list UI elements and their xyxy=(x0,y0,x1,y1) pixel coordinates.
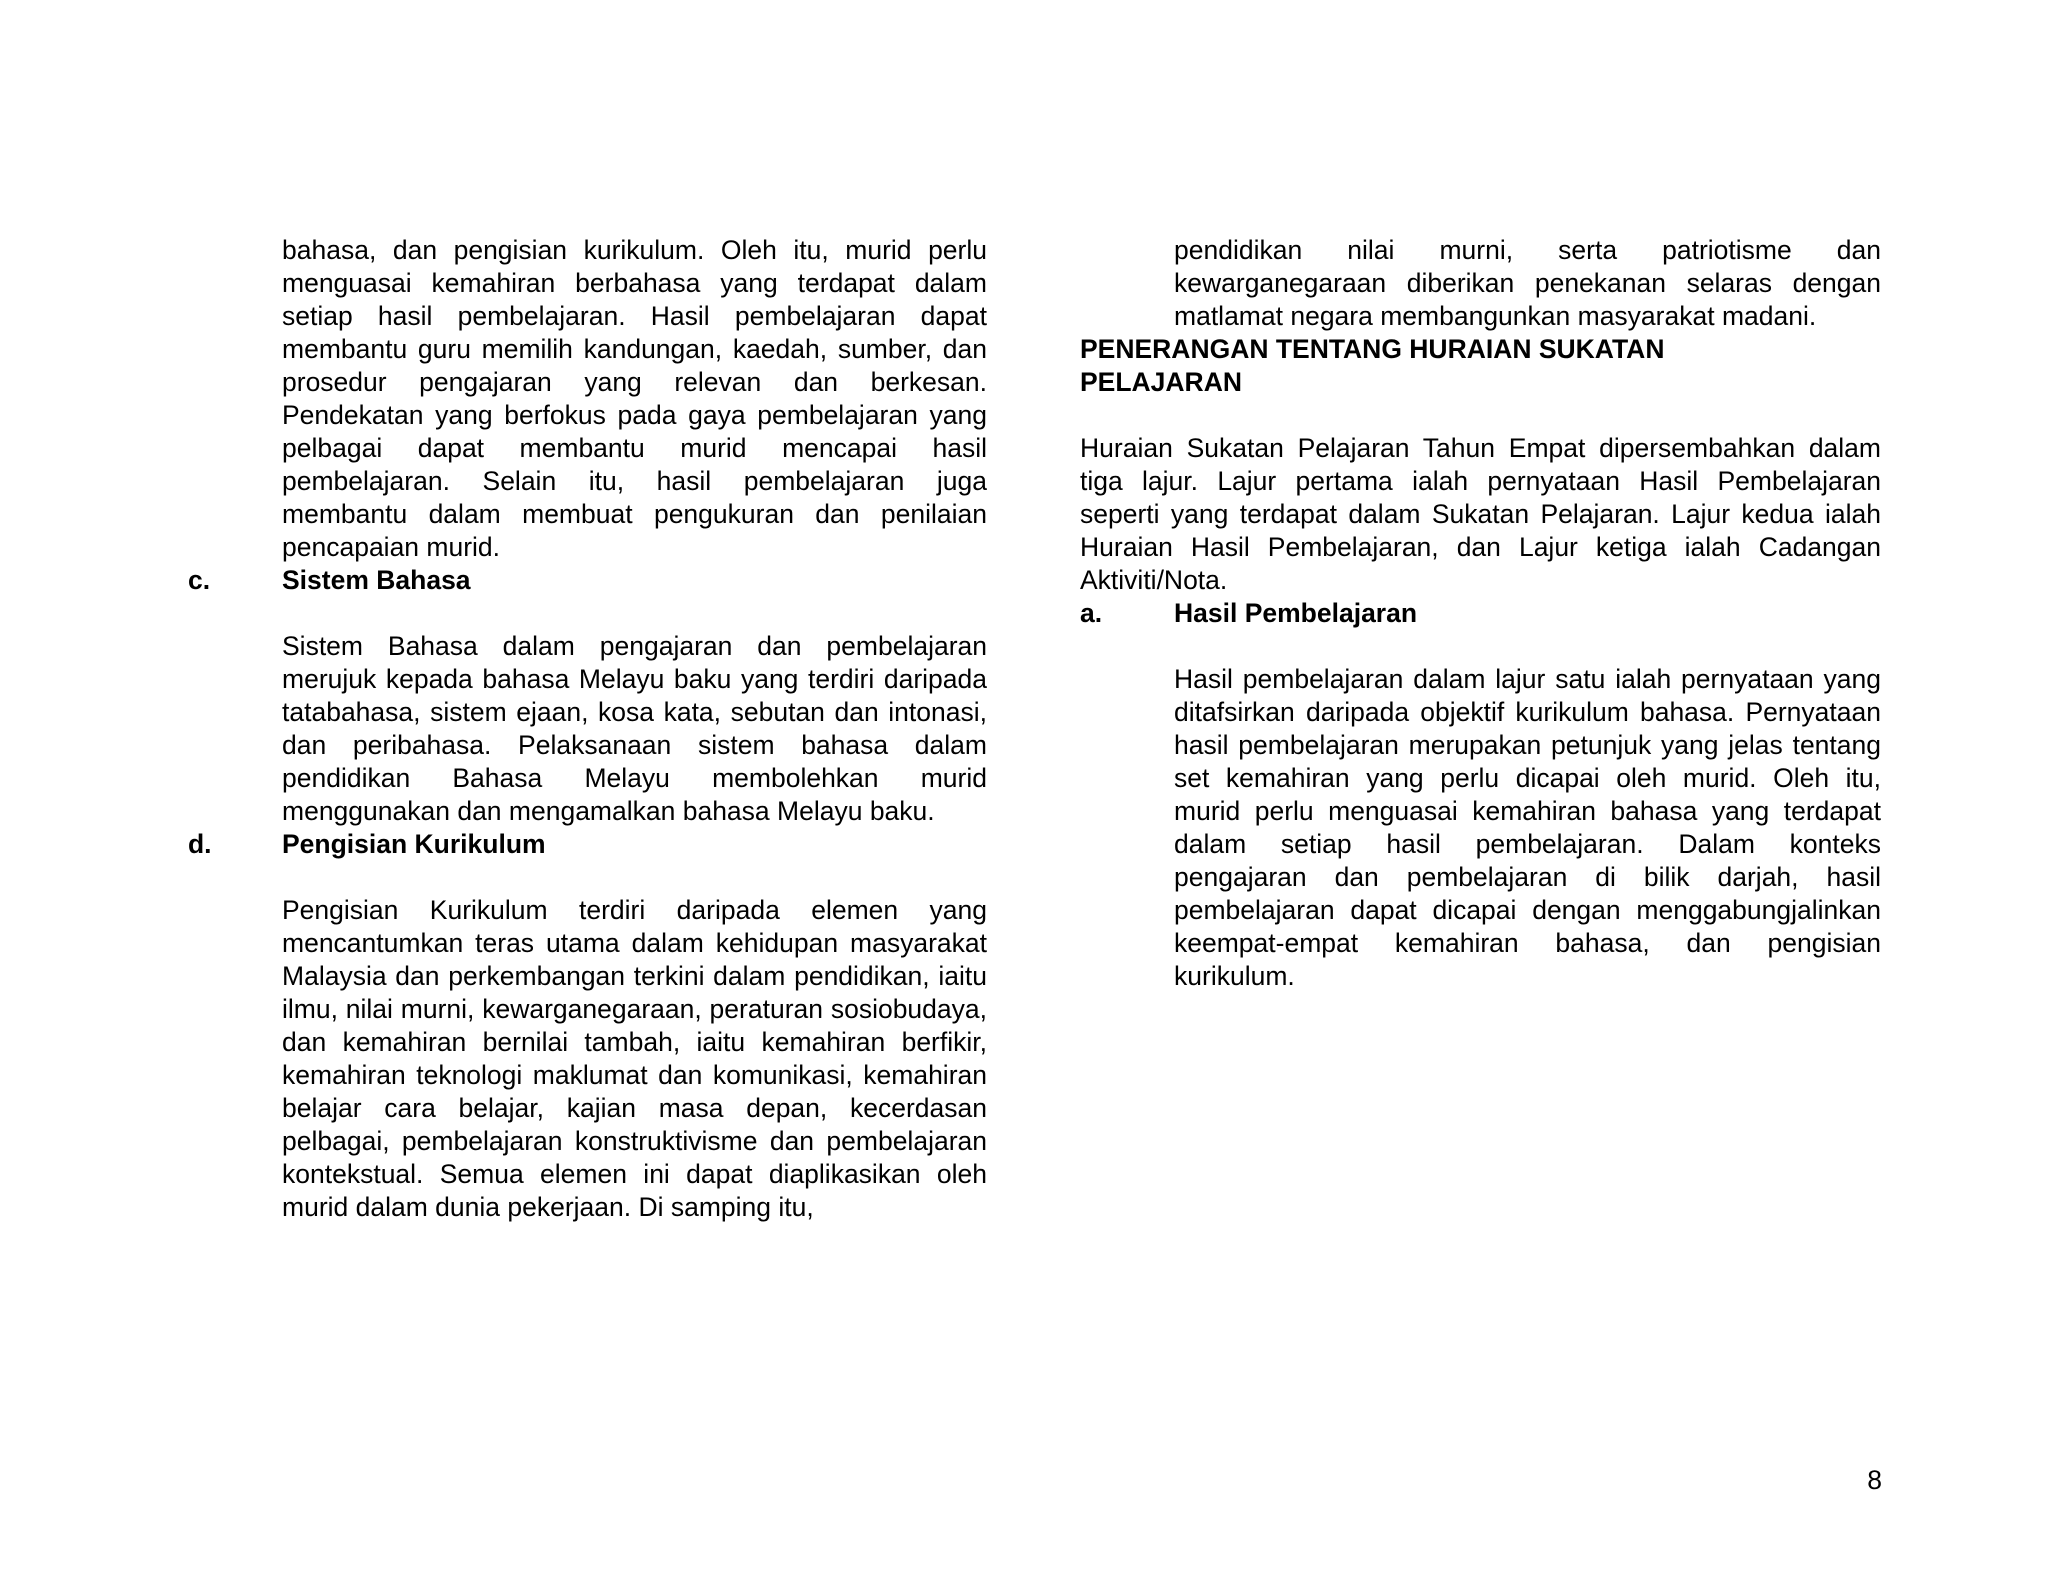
section-a-letter: a. xyxy=(1080,598,1103,628)
left-column xyxy=(188,234,987,1224)
section-d-title: Pengisian Kurikulum xyxy=(282,829,546,859)
section-d-heading xyxy=(188,828,987,861)
left-intro-paragraph: bahasa, dan pengisian kurikulum. Oleh itu, murid perlu menguasai kemahiran berbahasa yang terdapat dalam setiap hasil pembelajaran. Hasil pembelajaran dapat membantu guru memilih kandungan, kaedah, sumber, dan prosedur pengajaran yang relevan dan berkesan. Pendekatan yang berfokus pada gaya pembelajaran yang pelbagai dapat membantu murid mencapai hasil pembelajaran. Selain itu, hasil pembelajaran juga membantu dalam membuat pengukuran dan penilaian pencapaian murid. xyxy=(282,235,987,562)
section-c-letter: c. xyxy=(188,565,211,595)
right-continuation-paragraph: pendidikan nilai murni, serta patriotisme dan kewarganegaraan diberikan penekanan selaras dengan matlamat negara membangunkan masyarakat madani. xyxy=(1174,235,1881,331)
section-c-body: Sistem Bahasa dalam pengajaran dan pembelajaran merujuk kepada bahasa Melayu baku yang terdiri daripada tatabahasa, sistem ejaan, kosa kata, sebutan dan intonasi, dan peribahasa. Pelaksanaan sistem bahasa dalam pendidikan Bahasa Melayu membolehkan murid menggunakan dan mengamalkan bahasa Melayu baku. xyxy=(282,631,987,826)
section-d-letter: d. xyxy=(188,829,212,859)
right-column xyxy=(1080,234,1881,993)
section-a-heading xyxy=(1080,597,1881,630)
page-number: 8 xyxy=(1867,1465,1882,1495)
section-d-body: Pengisian Kurikulum terdiri daripada elemen yang mencantumkan teras utama dalam kehidupan masyarakat Malaysia dan perkembangan terkini dalam pendidikan, iaitu ilmu, nilai murni, kewarganegaraan, peraturan sosiobudaya, dan kemahiran bernilai tambah, iaitu kemahiran berfikir, kemahiran teknologi maklumat dan komunikasi, kemahiran belajar cara belajar, kajian masa depan, kecerdasan pelbagai, pembelajaran konstruktivisme dan pembelajaran kontekstual. Semua elemen ini dapat diaplikasikan oleh murid dalam dunia pekerjaan. Di samping itu, xyxy=(282,895,987,1222)
section-a-title: Hasil Pembelajaran xyxy=(1174,598,1418,628)
section-c-title: Sistem Bahasa xyxy=(282,565,471,595)
section-a-body: Hasil pembelajaran dalam lajur satu ialah pernyataan yang ditafsirkan daripada objektif kurikulum bahasa. Pernyataan hasil pembelajaran merupakan petunjuk yang jelas tentang set kemahiran yang perlu dicapai oleh murid. Oleh itu, murid perlu menguasai kemahiran bahasa yang terdapat dalam setiap hasil pembelajaran. Dalam konteks pengajaran dan pembelajaran di bilik darjah, hasil pembelajaran dapat dicapai dengan menggabungjalinkan keempat-empat kemahiran bahasa, dan pengisian kurikulum. xyxy=(1174,664,1881,991)
section-c-heading xyxy=(188,564,987,597)
main-section-heading: PENERANGAN TENTANG HURAIAN SUKATAN PELAJARAN xyxy=(1080,334,1665,397)
main-section-paragraph: Huraian Sukatan Pelajaran Tahun Empat dipersembahkan dalam tiga lajur. Lajur pertama ialah pernyataan Hasil Pembelajaran seperti yang terdapat dalam Sukatan Pelajaran. Lajur kedua ialah Huraian Hasil Pembelajaran, dan Lajur ketiga ialah Cadangan Aktiviti/Nota. xyxy=(1080,433,1881,595)
